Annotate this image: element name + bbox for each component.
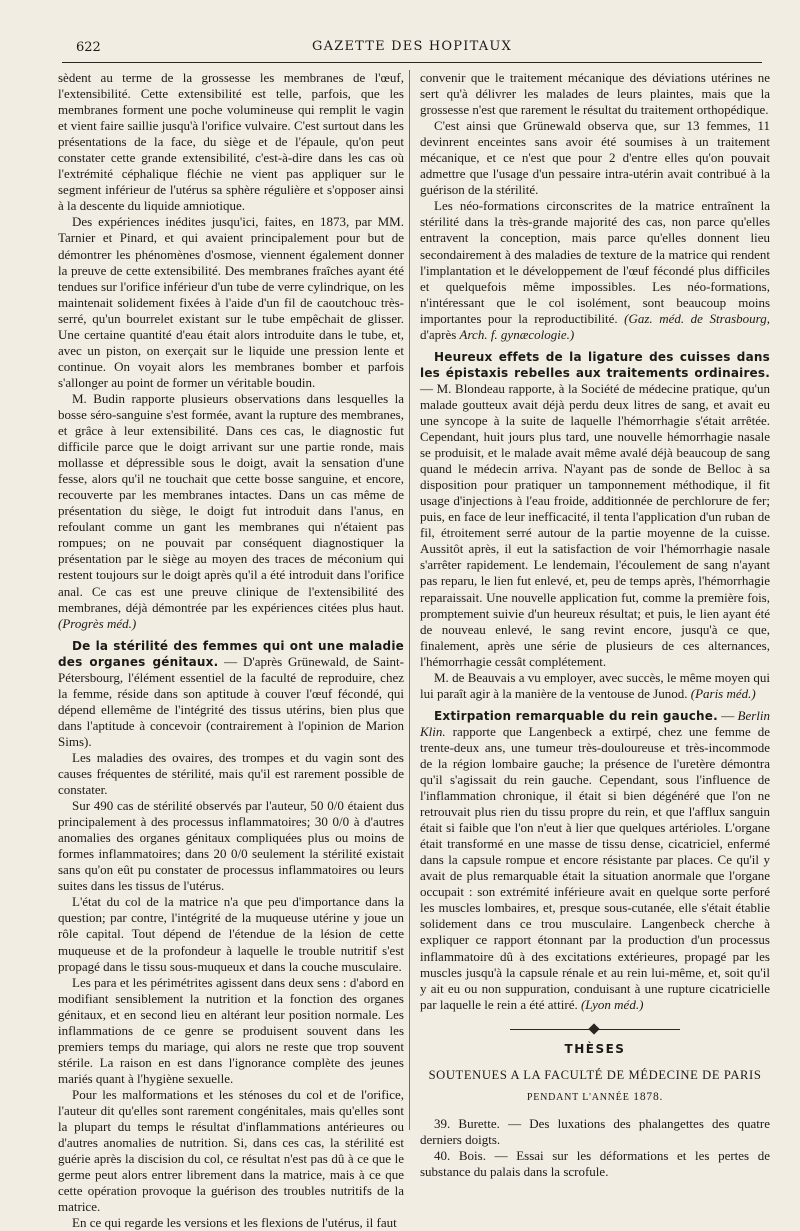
- running-header: [62, 28, 762, 63]
- paragraph-text: M. de Beauvais a vu employer, avec succès, le même moyen qui lui paraît agir à la manière de la ventouse de Junod.: [420, 669, 770, 701]
- paragraph: convenir que le traitement mécanique des déviations utérines ne sert qu'à délivrer les malades de leurs plaintes, mais que la grossesse n'est que rarement le résultat du traitement orthopédique.: [420, 70, 770, 118]
- thesis-entry: 39. Burette. — Des luxations des phalangettes des quatre derniers doigts.: [420, 1115, 770, 1147]
- paragraph: Les para et les périmétrites agissent dans deux sens : d'abord en modifiant sensiblement la nutrition et la fonction des organes génitaux, et en second lieu en altérant leur position normale. Les inflammations de ce genre se produisent souvent dans les premiers temps du mariage, qui alors ne reste que trop souvent stérile. La raison en est dans l'ignorance complète des jeunes mariés quant à l'hygiène sexuelle.: [58, 974, 404, 1086]
- section-épistaxis: [420, 349, 770, 670]
- source-citation: Arch. f. gynæcologie.): [459, 326, 575, 342]
- paragraph-text: Les néo-formations circonscrites de la matrice entraînent la stérilité dans la très-grande majorité des cas, non parce qu'elles entravent la conception, mais parce qu'elles donnent lieu secondairement à des maladies de texture de la matrice qui rendent l'implantation et le développement de l'œuf fécondé plus difficiles et quelquefois même impossibles. Les néo-formations, n'intéressant que le col isolément, sont beaucoup moins importantes pour la reproductibilité.: [420, 198, 770, 326]
- journal-title: GAZETTE DES HOPITAUX: [312, 39, 512, 54]
- source-citation: (Progrès méd.): [58, 615, 137, 631]
- theses-year-line: [420, 1089, 770, 1106]
- theses-subtitle: SOUTENUES A LA FACULTÉ DE MÉDECINE DE PARIS: [428, 1067, 762, 1082]
- paragraph: L'état du col de la matrice n'a que peu d'importance dans la question; par contre, l'intégrité de la muqueuse utérine y joue un rôle capital. Tout dépend de l'étendue de la lésion de cette muqueuse et de la profondeur à laquelle le trouble nutritif s'est propagé dans le tissu sous-muqueux et dans la couche musculaire.: [58, 894, 404, 974]
- left-column: [58, 70, 404, 1231]
- section-heading: De la stérilité des femmes qui ont une maladie des organes génitaux.: [58, 638, 404, 669]
- source-citation: (Lyon méd.): [580, 996, 644, 1012]
- column-divider: [409, 70, 410, 1130]
- paragraph: Des expériences inédites jusqu'ici, faites, en 1873, par MM. Tarnier et Pinard, et qui avaient principalement pour but de démontrer les phénomènes d'osmose, viennent également donner la preuve de cette extensibilité. Des membranes fraîches ayant été tendues sur l'orifice inférieur d'un tube de verre cylindrique, on les maintenait solidement fixées à l'aide d'un fil de caoutchouc très-serré, qu'un bourrelet existant sur le tube empêchait de glisser. Une certaine quantité d'eau était alors introduite dans le tube, et, avec un piston, on exerçait sur le liquide une pression lente et continue. On voyait alors les membranes bomber et parfois s'allonger au point de former un véritable boudin.: [58, 214, 404, 390]
- section-rein: [420, 708, 770, 1013]
- source-citation: (Gaz. méd. de Strasbourg,: [624, 310, 771, 326]
- section-heading: Extirpation remarquable du rein gauche.: [434, 708, 718, 723]
- paragraph: Sur 490 cas de stérilité observés par l'auteur, 50 0/0 étaient dus principalement à des processus inflammatoires; 30 0/0 à d'autres anomalies des organes génitaux compliquées plus ou moins de formes inflammatoires; dans 20 0/0 seulement la stérilité existait sans qu'on eût pu constater de processus inflammatoires ou leurs suites dans les tissus de l'utérus.: [58, 798, 404, 894]
- paragraph-text: —: [717, 707, 738, 723]
- right-column: [420, 70, 771, 1179]
- section-heading: Heureux effets de la ligature des cuisses dans les épistaxis rebelles aux traitements ordinaires.: [420, 349, 770, 380]
- theses-year: 1878.: [633, 1090, 664, 1103]
- paragraph: C'est ainsi que Grünewald observa que, sur 13 femmes, 11 devinrent enceintes sans avoir été soumises à un traitement mécanique, et ce n'est que pour 2 d'entre elles qu'on pouvait admettre que l'usage d'un pessaire intra-utérin avait contribué à la guérison de la stérilité.: [420, 118, 770, 198]
- paragraph: En ce qui regarde les versions et les flexions de l'utérus, il faut: [72, 1215, 397, 1231]
- paragraph-text: M. Budin rapporte plusieurs observations dans lesquelles la bosse séro-sanguine s'est formée, avant la rupture des membranes, et grâce à leur extensibilité. Dans ces cas, le diagnostic fut difficile parce que le doigt arrivant sur une partie ronde, mais mollasse et dépressible sous le doigt, avait la sensation d'une fesse, alors qu'il ne touchait que cette bosse sanguine, et encore, recouverte par les membranes intactes. Dans un cas même de présentation du siège, le doigt fut introduit dans l'anus, en refoulant comme un gant les membranes qui n'étaient pas rompues; on ne pouvait par conséquent diagnostiquer la présentation par le siège au moyen des traces de méconium qui restent toujours sur le doigt après qu'il a été introduit dans l'orifice anal. Ce cas est une preuve clinique de l'extensibilité des membranes, déjà démontrée par les expériences citées plus haut.: [58, 390, 404, 615]
- thesis-entry: 40. Bois. — Essai sur les déformations et les pertes de substance du palais dans la scrofule.: [420, 1147, 770, 1179]
- paragraph-text: — D'après Grünewald, de Saint-Pétersbourg, l'élément essentiel de la faculté de reproduire, chez la femme, réside dans son aptitude à couver l'œuf fécondé, qui dépend ellemême de l'intégrité des tissus utérins, bien plus que dans l'aptitude à concevoir (contrairement à l'opinion de Marion Sims).: [58, 653, 404, 749]
- ornament-diamond: [588, 1023, 599, 1034]
- paragraph-text: rapporte que Langenbeck a extirpé, chez une femme de trente-deux ans, une tumeur très-douloureuse et très-incommode de la région lombaire gauche; la présence de l'uretère démontra qu'il s'agissait du rein gauche. Cependant, sous l'influence de l'inflammation chronique, il était si bien dégénéré que l'on ne retrouvait plus rien du tissu propre du rein, et que l'afflux sanguin était si faible que l'on n'eut à lier que quelques artérioles. L'organe était transformé en une masse de tissu dense, cicatriciel, enfermé dans la capsule rompue et encore résistante par places. Ce qu'il y avait de plus remarquable était la situation anormale que l'organe occupait : son extrémité inférieure avait en quelque sorte perforé les muscles lombaires, et, presque sous-cutanée, elle s'était établie solidement dans ce trou musculaire. Langenbeck cherche à expliquer ce rapport étonnant par la production d'un processus inflammatoire dû à des excitations extérieures, propagé par les muscles jusqu'à la capsule rénale et au rein lui-même, et, soit qu'il y ait eu ou non suppuration, conduisant à une rupture cicatricielle par laquelle le rein a été attiré.: [420, 723, 770, 1012]
- section-stérilité: [58, 638, 404, 750]
- paragraph-text: d'après: [420, 326, 460, 342]
- paragraph-text: — M. Blondeau rapporte, à la Société de médecine pratique, qu'un malade goutteux avait déjà perdu deux litres de sang, et avait eu une syncope à la suite de laquelle l'hémorrhagie s'était arrêtée. Cependant, huit jours plus tard, une nouvelle hémorrhagie nasale se produisit, et le malade avait même avalé déjà beaucoup de sang quand le médecin arriva. N'ayant pas de sonde de Belloc à sa disposition pour pratiquer un tamponnement méthodique, il fit usage d'injections à l'eau froide, additionnée de perchlorure de fer; puis, en face de leur inefficacité, il tenta l'application d'un ruban de fil, étroitement serré autour de la partie moyenne de la cuisse. Aussitôt après, il eut la satisfaction de voir l'hémorrhagie nasale s'arrêter rapidement. Le lendemain, l'écoulement de sang n'ayant pas reparu, le lien fut enlevé, et, peu de temps après, l'hémorrhagie reparaissait. Une nouvelle application fut, comme la première fois, promptement suivie d'un heureux résultat; et puis, le lien ayant été de nouveau enlevé, le sang revint encore, jusqu'à ce que, finalement, après une série de plusieurs de ces alternances, l'hémorrhagie cessât complétement.: [420, 380, 770, 669]
- theses-title: THÈSES: [564, 1041, 626, 1056]
- paragraph: [420, 670, 770, 702]
- paragraph: Les maladies des ovaires, des trompes et du vagin sont des causes fréquentes de stérilité, mais qu'il est rarement possible de constater.: [58, 749, 404, 798]
- page-number: 622: [76, 40, 101, 55]
- theses-year-label: PENDANT L'ANNÉE: [526, 1091, 630, 1103]
- source-citation: Berlin Klin.: [420, 707, 770, 739]
- source-citation: (Paris méd.): [690, 685, 756, 701]
- section-ornament: [420, 1023, 770, 1035]
- paragraph: [420, 198, 770, 342]
- paragraph: sèdent au terme de la grossesse les membranes de l'œuf, l'extensibilité. Cette extensibilité est telle, parfois, que les membranes forment une poche volumineuse qui remplit le vagin et vient faire saillie jusqu'à l'orifice vulvaire. C'est surtout dans les présentations de la face, du siège et de l'épaule, qu'on peut constater cette grande extensibilité, c'est-à-dire dans les cas où l'extrémité céphalique fléchie ne vient pas appliquer sur le segment inférieur de l'utérus sa sphère régulière et s'opposer ainsi à la descente du liquide amniotique.: [58, 70, 404, 214]
- paragraph: Pour les malformations et les sténoses du col et de l'orifice, l'auteur dit qu'elles sont rarement congénitales, mais qu'elles sont la plupart du temps le résultat d'inflammations antérieures ou d'autres anomalies de nutrition. Si, dans ces cas, la stérilité est guérie après la discision du col, ce résultat n'est pas dû à ce que le germe peut alors entrer librement dans la matrice, mais à ce que cette opération provoque la guérison des troubles nutritifs de la matrice.: [58, 1086, 404, 1215]
- paragraph: [58, 391, 404, 632]
